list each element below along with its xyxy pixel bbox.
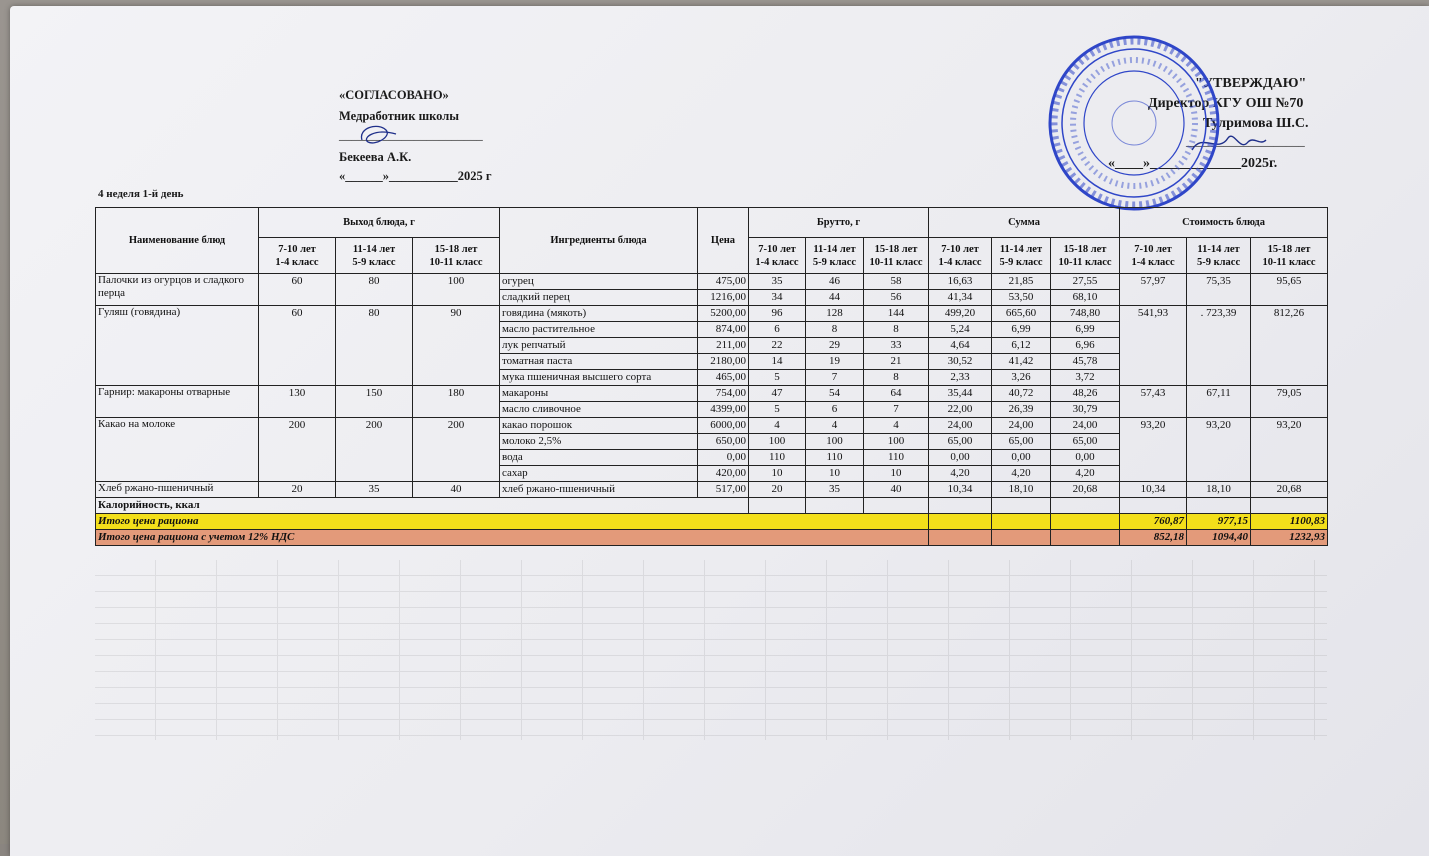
approved-right-title: "УТВЕРЖДАЮ" <box>1195 76 1307 91</box>
ingredient-name: молоко 2,5% <box>500 434 698 450</box>
table-row <box>96 418 1328 434</box>
empty-cell <box>929 530 992 546</box>
sum-age-2 <box>992 238 1051 274</box>
ingredient-brutto: 33 <box>864 338 929 354</box>
total-row-label: Итого цена рациона <box>96 514 929 530</box>
ingredient-sum: 4,20 <box>992 466 1051 482</box>
ingredient-sum: 748,80 <box>1051 306 1120 322</box>
yield-age-3 <box>413 238 500 274</box>
ingredient-sum: 30,79 <box>1051 402 1120 418</box>
grade-range: 1-4 класс <box>1131 256 1175 268</box>
ingredient-brutto: 21 <box>864 354 929 370</box>
empty-cell <box>1251 498 1328 514</box>
ingredient-brutto: 64 <box>864 386 929 402</box>
age-range: 15-18 лет <box>1063 243 1107 255</box>
header-yield: Выход блюда, г <box>259 208 500 238</box>
ingredient-price: 517,00 <box>698 482 749 498</box>
dish-yield: 150 <box>336 386 413 418</box>
empty-cell <box>749 498 806 514</box>
sum-age-3 <box>1051 238 1120 274</box>
ingredient-sum: 18,10 <box>992 482 1051 498</box>
dish-cost: 93,20 <box>1187 418 1251 482</box>
ingredient-sum: 24,00 <box>992 418 1051 434</box>
ingredient-brutto: 19 <box>806 354 864 370</box>
ingredient-name: макароны <box>500 386 698 402</box>
ingredient-sum: 5,24 <box>929 322 992 338</box>
dish-name: Гуляш (говядина) <box>96 306 259 386</box>
show-through-lines <box>95 560 1327 740</box>
dish-yield: 60 <box>259 306 336 386</box>
ingredient-brutto: 35 <box>806 482 864 498</box>
ingredient-sum: 30,52 <box>929 354 992 370</box>
dish-cost: 541,93 <box>1120 306 1187 386</box>
ingredient-brutto: 10 <box>806 466 864 482</box>
age-range: 15-18 лет <box>434 243 478 255</box>
ingredient-name: масло сливочное <box>500 402 698 418</box>
age-range: 15-18 лет <box>1267 243 1311 255</box>
ingredient-price: 874,00 <box>698 322 749 338</box>
dish-yield: 130 <box>259 386 336 418</box>
dish-name: Какао на молоке <box>96 418 259 482</box>
ingredient-name: говядина (мякоть) <box>500 306 698 322</box>
grade-range: 5-9 класс <box>999 256 1043 268</box>
table-row <box>96 386 1328 402</box>
age-range: 7-10 лет <box>1134 243 1172 255</box>
dish-cost: 93,20 <box>1251 418 1328 482</box>
ingredient-brutto: 4 <box>864 418 929 434</box>
dish-yield: 180 <box>413 386 500 418</box>
dish-yield: 200 <box>259 418 336 482</box>
header-dish: Наименование блюд <box>96 208 259 274</box>
ingredient-sum: 41,34 <box>929 290 992 306</box>
empty-cell <box>1187 498 1251 514</box>
official-stamp <box>1046 34 1222 212</box>
ingredient-brutto: 8 <box>864 370 929 386</box>
ingredient-sum: 499,20 <box>929 306 992 322</box>
ingredient-sum: 24,00 <box>1051 418 1120 434</box>
ingredient-sum: 68,10 <box>1051 290 1120 306</box>
dish-cost: 57,97 <box>1120 274 1187 306</box>
ingredient-brutto: 47 <box>749 386 806 402</box>
ingredient-sum: 16,63 <box>929 274 992 290</box>
ingredient-price: 5200,00 <box>698 306 749 322</box>
dish-yield: 100 <box>413 274 500 306</box>
ingredient-brutto: 35 <box>749 274 806 290</box>
medic-signature-line: _______________________ <box>339 128 483 142</box>
ingredient-sum: 665,60 <box>992 306 1051 322</box>
ingredient-sum: 2,33 <box>929 370 992 386</box>
empty-cell <box>1051 530 1120 546</box>
menu-table <box>95 207 1328 546</box>
age-range: 15-18 лет <box>874 243 918 255</box>
ingredient-sum: 21,85 <box>992 274 1051 290</box>
total-row-value: 1100,83 <box>1251 514 1328 530</box>
age-range: 7-10 лет <box>278 243 316 255</box>
approved-left-date: «______»___________2025 г <box>339 169 492 183</box>
ingredient-sum: 3,72 <box>1051 370 1120 386</box>
ingredient-price: 475,00 <box>698 274 749 290</box>
medic-signature <box>356 120 400 150</box>
ingredient-brutto: 5 <box>749 402 806 418</box>
ingredient-sum: 48,26 <box>1051 386 1120 402</box>
ingredient-sum: 6,96 <box>1051 338 1120 354</box>
yield-age-2 <box>336 238 413 274</box>
empty-cell <box>992 498 1051 514</box>
grade-range: 5-9 класс <box>812 256 857 268</box>
table-row <box>96 306 1328 322</box>
grade-range: 1-4 класс <box>938 256 982 268</box>
ingredient-brutto: 100 <box>806 434 864 450</box>
dish-yield: 80 <box>336 306 413 386</box>
ingredient-sum: 65,00 <box>992 434 1051 450</box>
header-sum: Сумма <box>929 208 1120 238</box>
brutto-age-1 <box>749 238 806 274</box>
empty-cell <box>806 498 864 514</box>
grade-range: 1-4 класс <box>755 256 799 268</box>
ingredient-sum: 45,78 <box>1051 354 1120 370</box>
cost-age-3 <box>1251 238 1328 274</box>
ingredient-price: 465,00 <box>698 370 749 386</box>
total-row <box>96 514 1328 530</box>
ingredient-name: мука пшеничная высшего сорта <box>500 370 698 386</box>
ingredient-sum: 35,44 <box>929 386 992 402</box>
age-range: 11-14 лет <box>999 243 1043 255</box>
total-vat-row-value: 1094,40 <box>1187 530 1251 546</box>
dish-yield: 200 <box>336 418 413 482</box>
dish-cost: 67,11 <box>1187 386 1251 418</box>
brutto-age-3 <box>864 238 929 274</box>
ingredient-name: лук репчатый <box>500 338 698 354</box>
ingredient-price: 754,00 <box>698 386 749 402</box>
total-vat-row-label: Итого цена рациона с учетом 12% НДС <box>96 530 929 546</box>
dish-cost: 57,43 <box>1120 386 1187 418</box>
ingredient-brutto: 100 <box>749 434 806 450</box>
ingredient-sum: 4,20 <box>929 466 992 482</box>
ingredient-brutto: 10 <box>749 466 806 482</box>
header-ingredients: Ингредиенты блюда <box>500 208 698 274</box>
medic-name: Бекеева А.К. <box>339 150 412 164</box>
total-row-value: 977,15 <box>1187 514 1251 530</box>
ingredient-brutto: 14 <box>749 354 806 370</box>
dish-yield: 60 <box>259 274 336 306</box>
ingredient-price: 2180,00 <box>698 354 749 370</box>
dish-name: Гарнир: макароны отварные <box>96 386 259 418</box>
ingredient-brutto: 110 <box>864 450 929 466</box>
medic-role: Медработник школы <box>339 109 460 123</box>
dish-cost: 20,68 <box>1251 482 1328 498</box>
approved-right-date: «____»_____________2025г. <box>1108 156 1278 171</box>
ingredient-brutto: 46 <box>806 274 864 290</box>
ingredient-brutto: 8 <box>864 322 929 338</box>
dish-cost: 95,65 <box>1251 274 1328 306</box>
approved-left-title: «СОГЛАСОВАНО» <box>339 88 449 102</box>
ingredient-price: 420,00 <box>698 466 749 482</box>
age-range: 7-10 лет <box>941 243 979 255</box>
empty-cell <box>1120 498 1187 514</box>
dish-cost: 812,26 <box>1251 306 1328 386</box>
ingredient-brutto: 54 <box>806 386 864 402</box>
ingredient-price: 1216,00 <box>698 290 749 306</box>
table-row <box>96 274 1328 290</box>
dish-yield: 90 <box>413 306 500 386</box>
dish-cost: . 723,39 <box>1187 306 1251 386</box>
grade-range: 5-9 класс <box>352 256 396 268</box>
dish-yield: 200 <box>413 418 500 482</box>
calories-row <box>96 498 1328 514</box>
total-row-value: 760,87 <box>1120 514 1187 530</box>
cost-age-1 <box>1120 238 1187 274</box>
grade-range: 10-11 класс <box>869 256 923 268</box>
empty-cell <box>1051 514 1120 530</box>
ingredient-name: вода <box>500 450 698 466</box>
ingredient-brutto: 4 <box>749 418 806 434</box>
ingredient-brutto: 58 <box>864 274 929 290</box>
ingredient-sum: 20,68 <box>1051 482 1120 498</box>
ingredient-brutto: 56 <box>864 290 929 306</box>
ingredient-sum: 22,00 <box>929 402 992 418</box>
ingredient-sum: 6,12 <box>992 338 1051 354</box>
yield-age-1 <box>259 238 336 274</box>
dish-name: Хлеб ржано-пшеничный <box>96 482 259 498</box>
ingredient-price: 0,00 <box>698 450 749 466</box>
header-brutto: Брутто, г <box>749 208 929 238</box>
ingredient-brutto: 10 <box>864 466 929 482</box>
grade-range: 10-11 класс <box>1058 256 1112 268</box>
ingredient-sum: 3,26 <box>992 370 1051 386</box>
ingredient-brutto: 34 <box>749 290 806 306</box>
total-vat-row-value: 852,18 <box>1120 530 1187 546</box>
ingredient-brutto: 5 <box>749 370 806 386</box>
ingredient-brutto: 110 <box>806 450 864 466</box>
ingredient-price: 6000,00 <box>698 418 749 434</box>
empty-cell <box>992 530 1051 546</box>
ingredient-sum: 65,00 <box>929 434 992 450</box>
grade-range: 5-9 класс <box>1196 256 1241 268</box>
empty-cell <box>864 498 929 514</box>
ingredient-brutto: 20 <box>749 482 806 498</box>
ingredient-sum: 6,99 <box>1051 322 1120 338</box>
director-signature-line: ___________________ <box>1186 134 1305 148</box>
ingredient-sum: 41,42 <box>992 354 1051 370</box>
director-role: Директор КГУ ОШ №70 <box>1148 96 1304 111</box>
ingredient-sum: 6,99 <box>992 322 1051 338</box>
total-vat-row <box>96 530 1328 546</box>
grade-range: 10-11 класс <box>1262 256 1316 268</box>
grade-range: 1-4 класс <box>275 256 319 268</box>
sum-age-1 <box>929 238 992 274</box>
age-range: 11-14 лет <box>813 243 856 255</box>
grade-range: 10-11 класс <box>429 256 483 268</box>
ingredient-sum: 10,34 <box>929 482 992 498</box>
dish-yield: 20 <box>259 482 336 498</box>
ingredient-brutto: 110 <box>749 450 806 466</box>
director-name: Тулримова Ш.С. <box>1203 116 1309 131</box>
week-day-label: 4 неделя 1-й день <box>98 188 184 200</box>
ingredient-brutto: 7 <box>806 370 864 386</box>
dish-name: Палочки из огурцов и сладкого перца <box>96 274 259 306</box>
empty-cell <box>929 498 992 514</box>
dish-cost: 93,20 <box>1120 418 1187 482</box>
total-vat-row-value: 1232,93 <box>1251 530 1328 546</box>
cost-age-2 <box>1187 238 1251 274</box>
ingredient-name: огурец <box>500 274 698 290</box>
age-range: 11-14 лет <box>1197 243 1240 255</box>
header-price: Цена <box>698 208 749 274</box>
dish-cost: 79,05 <box>1251 386 1328 418</box>
dish-yield: 40 <box>413 482 500 498</box>
ingredient-sum: 0,00 <box>929 450 992 466</box>
age-range: 7-10 лет <box>758 243 796 255</box>
header-cost: Стоимость блюда <box>1120 208 1328 238</box>
dish-yield: 80 <box>336 274 413 306</box>
dish-yield: 35 <box>336 482 413 498</box>
ingredient-sum: 0,00 <box>992 450 1051 466</box>
ingredient-brutto: 4 <box>806 418 864 434</box>
ingredient-sum: 0,00 <box>1051 450 1120 466</box>
empty-cell <box>1051 498 1120 514</box>
ingredient-sum: 4,64 <box>929 338 992 354</box>
ingredient-name: сахар <box>500 466 698 482</box>
ingredient-sum: 27,55 <box>1051 274 1120 290</box>
ingredient-brutto: 144 <box>864 306 929 322</box>
table-row <box>96 482 1328 498</box>
ingredient-name: томатная паста <box>500 354 698 370</box>
ingredient-sum: 40,72 <box>992 386 1051 402</box>
ingredient-brutto: 40 <box>864 482 929 498</box>
ingredient-sum: 26,39 <box>992 402 1051 418</box>
ingredient-sum: 53,50 <box>992 290 1051 306</box>
ingredient-sum: 65,00 <box>1051 434 1120 450</box>
calories-label: Калорийность, ккал <box>96 498 749 514</box>
ingredient-name: масло растительное <box>500 322 698 338</box>
ingredient-brutto: 44 <box>806 290 864 306</box>
ingredient-brutto: 6 <box>749 322 806 338</box>
ingredient-sum: 4,20 <box>1051 466 1120 482</box>
ingredient-brutto: 100 <box>864 434 929 450</box>
ingredient-name: хлеб ржано-пшеничный <box>500 482 698 498</box>
ingredient-price: 650,00 <box>698 434 749 450</box>
ingredient-brutto: 22 <box>749 338 806 354</box>
ingredient-brutto: 6 <box>806 402 864 418</box>
ingredient-brutto: 7 <box>864 402 929 418</box>
ingredient-sum: 24,00 <box>929 418 992 434</box>
ingredient-brutto: 29 <box>806 338 864 354</box>
ingredient-name: сладкий перец <box>500 290 698 306</box>
ingredient-brutto: 96 <box>749 306 806 322</box>
ingredient-price: 4399,00 <box>698 402 749 418</box>
ingredient-brutto: 8 <box>806 322 864 338</box>
dish-cost: 10,34 <box>1120 482 1187 498</box>
ingredient-price: 211,00 <box>698 338 749 354</box>
empty-cell <box>992 514 1051 530</box>
brutto-age-2 <box>806 238 864 274</box>
age-range: 11-14 лет <box>352 243 396 255</box>
ingredient-brutto: 128 <box>806 306 864 322</box>
ingredient-name: какао порошок <box>500 418 698 434</box>
dish-cost: 18,10 <box>1187 482 1251 498</box>
empty-cell <box>929 514 992 530</box>
dish-cost: 75,35 <box>1187 274 1251 306</box>
